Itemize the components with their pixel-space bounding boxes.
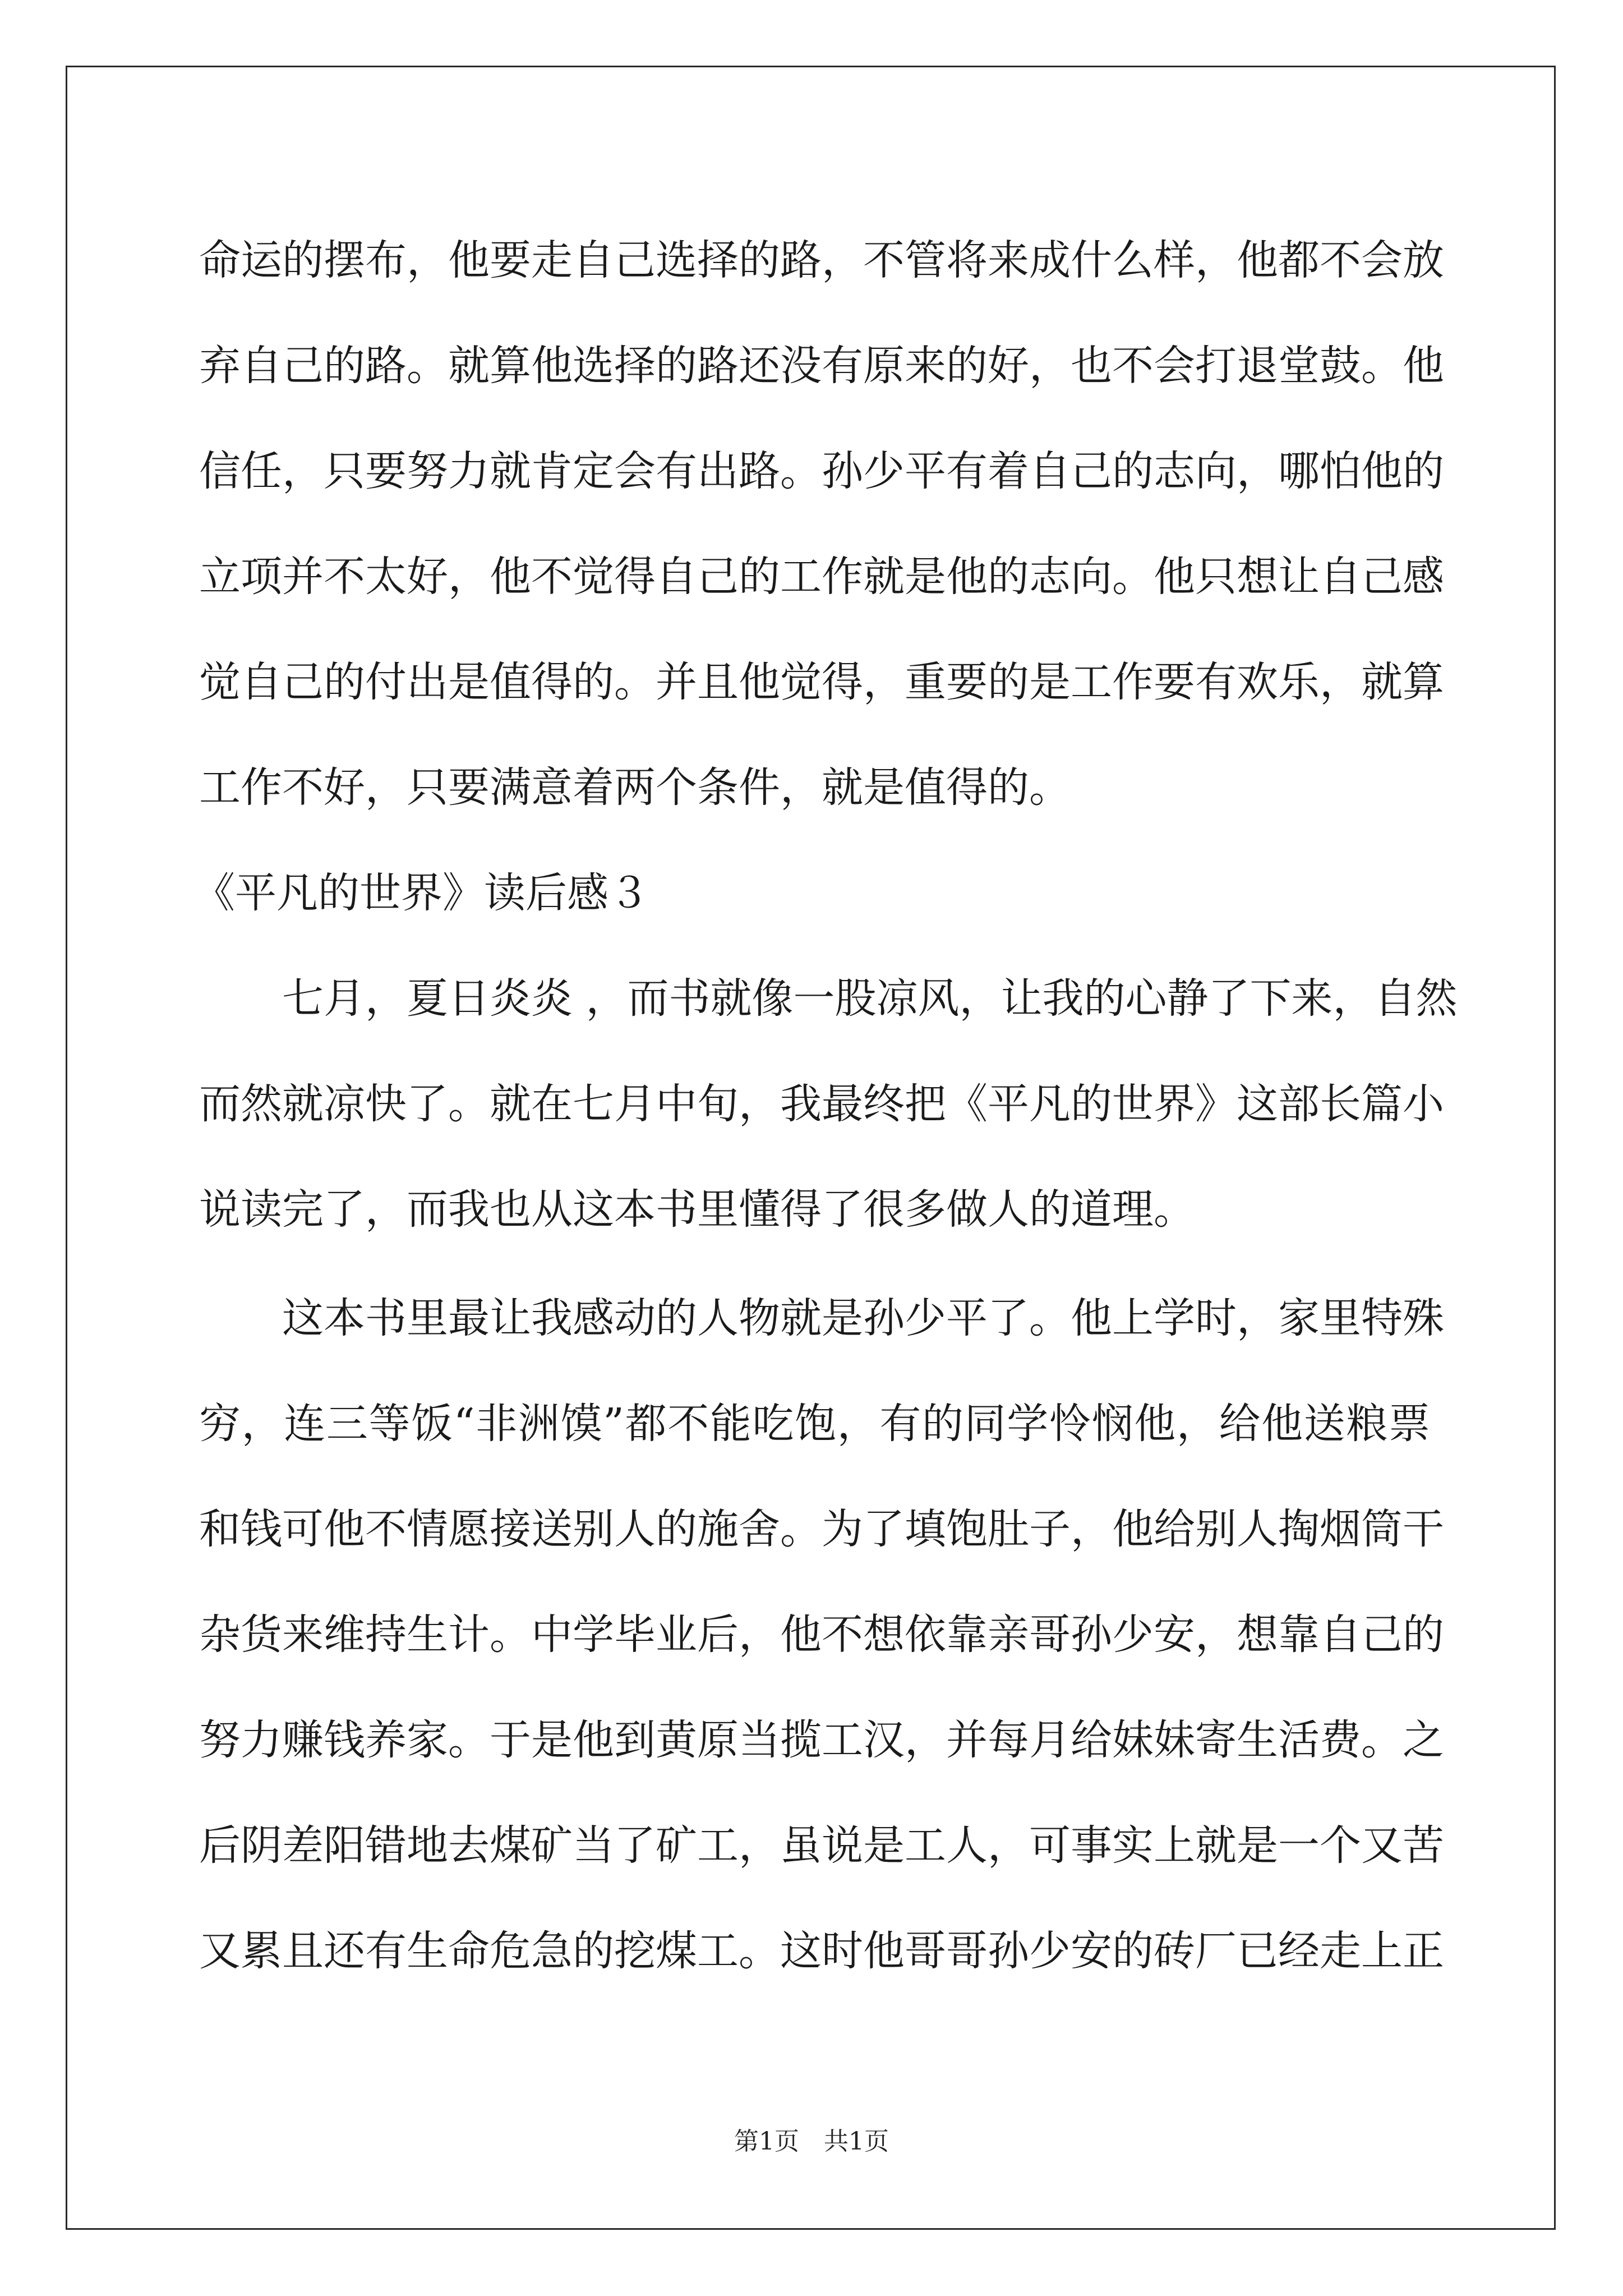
paragraph-1 <box>199 946 1458 1262</box>
text-line: 又累且还有生命危急的挖煤工。这时他哥哥孙少安的砖厂已经走上正 <box>199 1927 1444 1975</box>
section-title: 《平凡的世界》读后感３ <box>193 869 650 917</box>
text-line: 工作不好，只要满意着两个条件，就是值得的。 <box>199 763 1071 812</box>
text-line: 穷，连三等饭“非洲馍”都不能吃饱，有的同学怜悯他，给他送粮票 <box>199 1400 1430 1448</box>
text-line: 弃自己的路。就算他选择的路还没有原来的好，也不会打退堂鼓。他 <box>199 342 1444 390</box>
paragraph-2 <box>199 1266 1444 2004</box>
text-line: 努力赚钱养家。于是他到黄原当揽工汉，并每月给妹妹寄生活费。之 <box>199 1716 1444 1764</box>
text-line: 信任，只要努力就肯定会有出路。孙少平有着自己的志向，哪怕他的 <box>199 447 1444 495</box>
text-line: 七月，夏日炎炎 ，而书就像一股凉风，让我的心静了下来，自然 <box>282 974 1458 1023</box>
document-body <box>193 208 1458 2004</box>
text-line: 命运的摆布，他要走自己选择的路，不管将来成什么样，他都不会放 <box>199 236 1444 284</box>
text-line: 立项并不太好，他不觉得自己的工作就是他的志向。他只想让自己感 <box>199 553 1444 601</box>
text-line: 而然就凉快了。就在七月中旬，我最终把《平凡的世界》这部长篇小 <box>199 1080 1444 1128</box>
text-line: 说读完了，而我也从这本书里懂得了很多做人的道理。 <box>199 1185 1195 1234</box>
text-line: 和钱可他不情愿接送别人的施舍。为了填饱肚子，他给别人掏烟筒干 <box>199 1505 1444 1553</box>
text-line: 杂货来维持生计。中学毕业后，他不想依靠亲哥孙少安，想靠自己的 <box>199 1611 1444 1659</box>
page-footer: 第1页 共1页 <box>734 2127 889 2156</box>
text-line: 后阴差阳错地去煤矿当了矿工，虽说是工人，可事实上就是一个又苦 <box>199 1821 1444 1870</box>
text-line: 觉自己的付出是值得的。并且他觉得，重要的是工作要有欢乐，就算 <box>199 658 1444 706</box>
text-line: 这本书里最让我感动的人物就是孙少平了。他上学时，家里特殊 <box>282 1294 1444 1342</box>
continued-paragraph <box>199 208 1444 840</box>
